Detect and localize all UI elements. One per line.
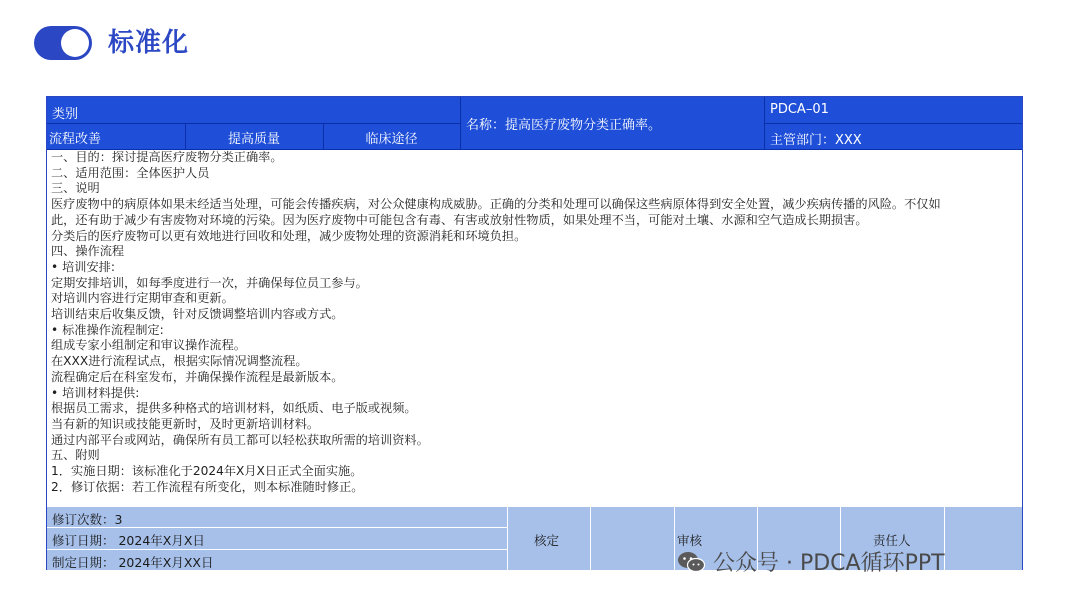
sub-cell-label: 流程改善 — [49, 132, 102, 147]
footer-grid-line — [507, 507, 508, 570]
content-line: • 培训安排: — [51, 259, 115, 274]
grid-line — [185, 124, 186, 150]
content-line: 对培训内容进行定期审查和更新。 — [51, 291, 234, 306]
content-line: 定期安排培训，如每季度进行一次，并确保每位员工参与。 — [51, 275, 368, 290]
responsible-label: 责任人 — [873, 533, 911, 548]
content-line: • 标准操作流程制定: — [51, 322, 164, 337]
sub-cell-pathway — [323, 124, 460, 150]
toggle-knob — [61, 29, 89, 57]
content-line: • 培训材料提供: — [51, 385, 140, 400]
content-line: 三、说明 — [51, 181, 100, 196]
code-cell — [764, 97, 1022, 124]
content-line: 根据员工需求，提供多种格式的培训材料，如纸质、电子版或视频。 — [51, 401, 417, 416]
content-line: 在XXX进行流程试点，根据实际情况调整流程。 — [51, 354, 308, 369]
name-text: 名称：提高医疗废物分类正确率。 — [466, 118, 662, 133]
category-label: 类别 — [52, 107, 79, 122]
grid-line — [47, 123, 460, 124]
revision-count: 修订次数：3 — [52, 512, 123, 527]
grid-line — [460, 97, 461, 150]
content-line: 培训结束后收集反馈，针对反馈调整培训内容或方式。 — [51, 307, 344, 322]
department-text: 主管部门：XXX — [770, 133, 862, 148]
sub-cell-quality — [185, 124, 323, 150]
footer-grid-line — [590, 507, 591, 570]
revision-date: 修订日期： 2024年X月X日 — [52, 533, 205, 548]
content-line: 此，还有助于减少有害废物对环境的污染。因为医疗废物中可能包含有毒、有害或放射性物质，如果处理不当，可能对土壤、水源和空气造成长期损害。 — [51, 212, 868, 227]
wechat-icon — [677, 551, 705, 573]
content-line: 流程确定后在科室发布，并确保操作流程是最新版本。 — [51, 369, 344, 384]
department-cell — [764, 124, 1022, 150]
approve-label: 核定 — [534, 533, 560, 548]
review-label: 审核 — [677, 533, 703, 548]
grid-line — [764, 97, 765, 150]
sub-cell-label: 提高质量 — [227, 132, 280, 147]
content-line: 2．修订依据：若工作流程有所变化，则本标准随时修正。 — [51, 479, 364, 494]
content-line: 组成专家小组制定和审议操作流程。 — [51, 338, 246, 353]
sub-cell-label: 临床途径 — [365, 132, 418, 147]
content-line: 通过内部平台或网站，确保所有员工都可以轻松获取所需的培训资料。 — [51, 432, 429, 447]
toggle-switch-icon — [34, 26, 92, 60]
creation-date: 制定日期： 2024年X月XX日 — [52, 555, 214, 570]
grid-line — [764, 123, 1022, 124]
sub-cell-process — [47, 124, 185, 150]
footer-grid-line — [47, 549, 507, 550]
content-line: 五、附则 — [51, 448, 100, 463]
content-body — [51, 150, 1017, 495]
grid-line — [323, 124, 324, 150]
name-cell — [460, 97, 764, 150]
content-line: 当有新的知识或技能更新时，及时更新培训材料。 — [51, 416, 320, 431]
code-text: PDCA–01 — [770, 102, 829, 117]
standardization-table — [46, 96, 1023, 570]
content-line: 医疗废物中的病原体如果未经适当处理，可能会传播疾病，对公众健康构成威胁。正确的分类和处理可以确保这些病原体得到安全处置，减少疾病传播的风险。不仅如 — [51, 197, 941, 212]
content-line: 四、操作流程 — [51, 244, 125, 259]
content-line: 1．实施日期：该标准化于2024年X月X日正式全面实施。 — [51, 464, 363, 479]
wechat-watermark — [677, 546, 945, 577]
footer-grid-line — [674, 507, 675, 570]
page-title: 标准化 — [108, 28, 190, 58]
content-line: 分类后的医疗废物可以更有效地进行回收和处理，减少废物处理的资源消耗和环境负担。 — [51, 228, 527, 243]
category-header — [47, 97, 460, 124]
content-line: 一、目的：探讨提高医疗废物分类正确率。 — [51, 150, 283, 164]
content-line: 二、适用范围：全体医护人员 — [51, 165, 210, 180]
wechat-account-text: 公众号 · PDCA循环PPT — [713, 551, 945, 576]
